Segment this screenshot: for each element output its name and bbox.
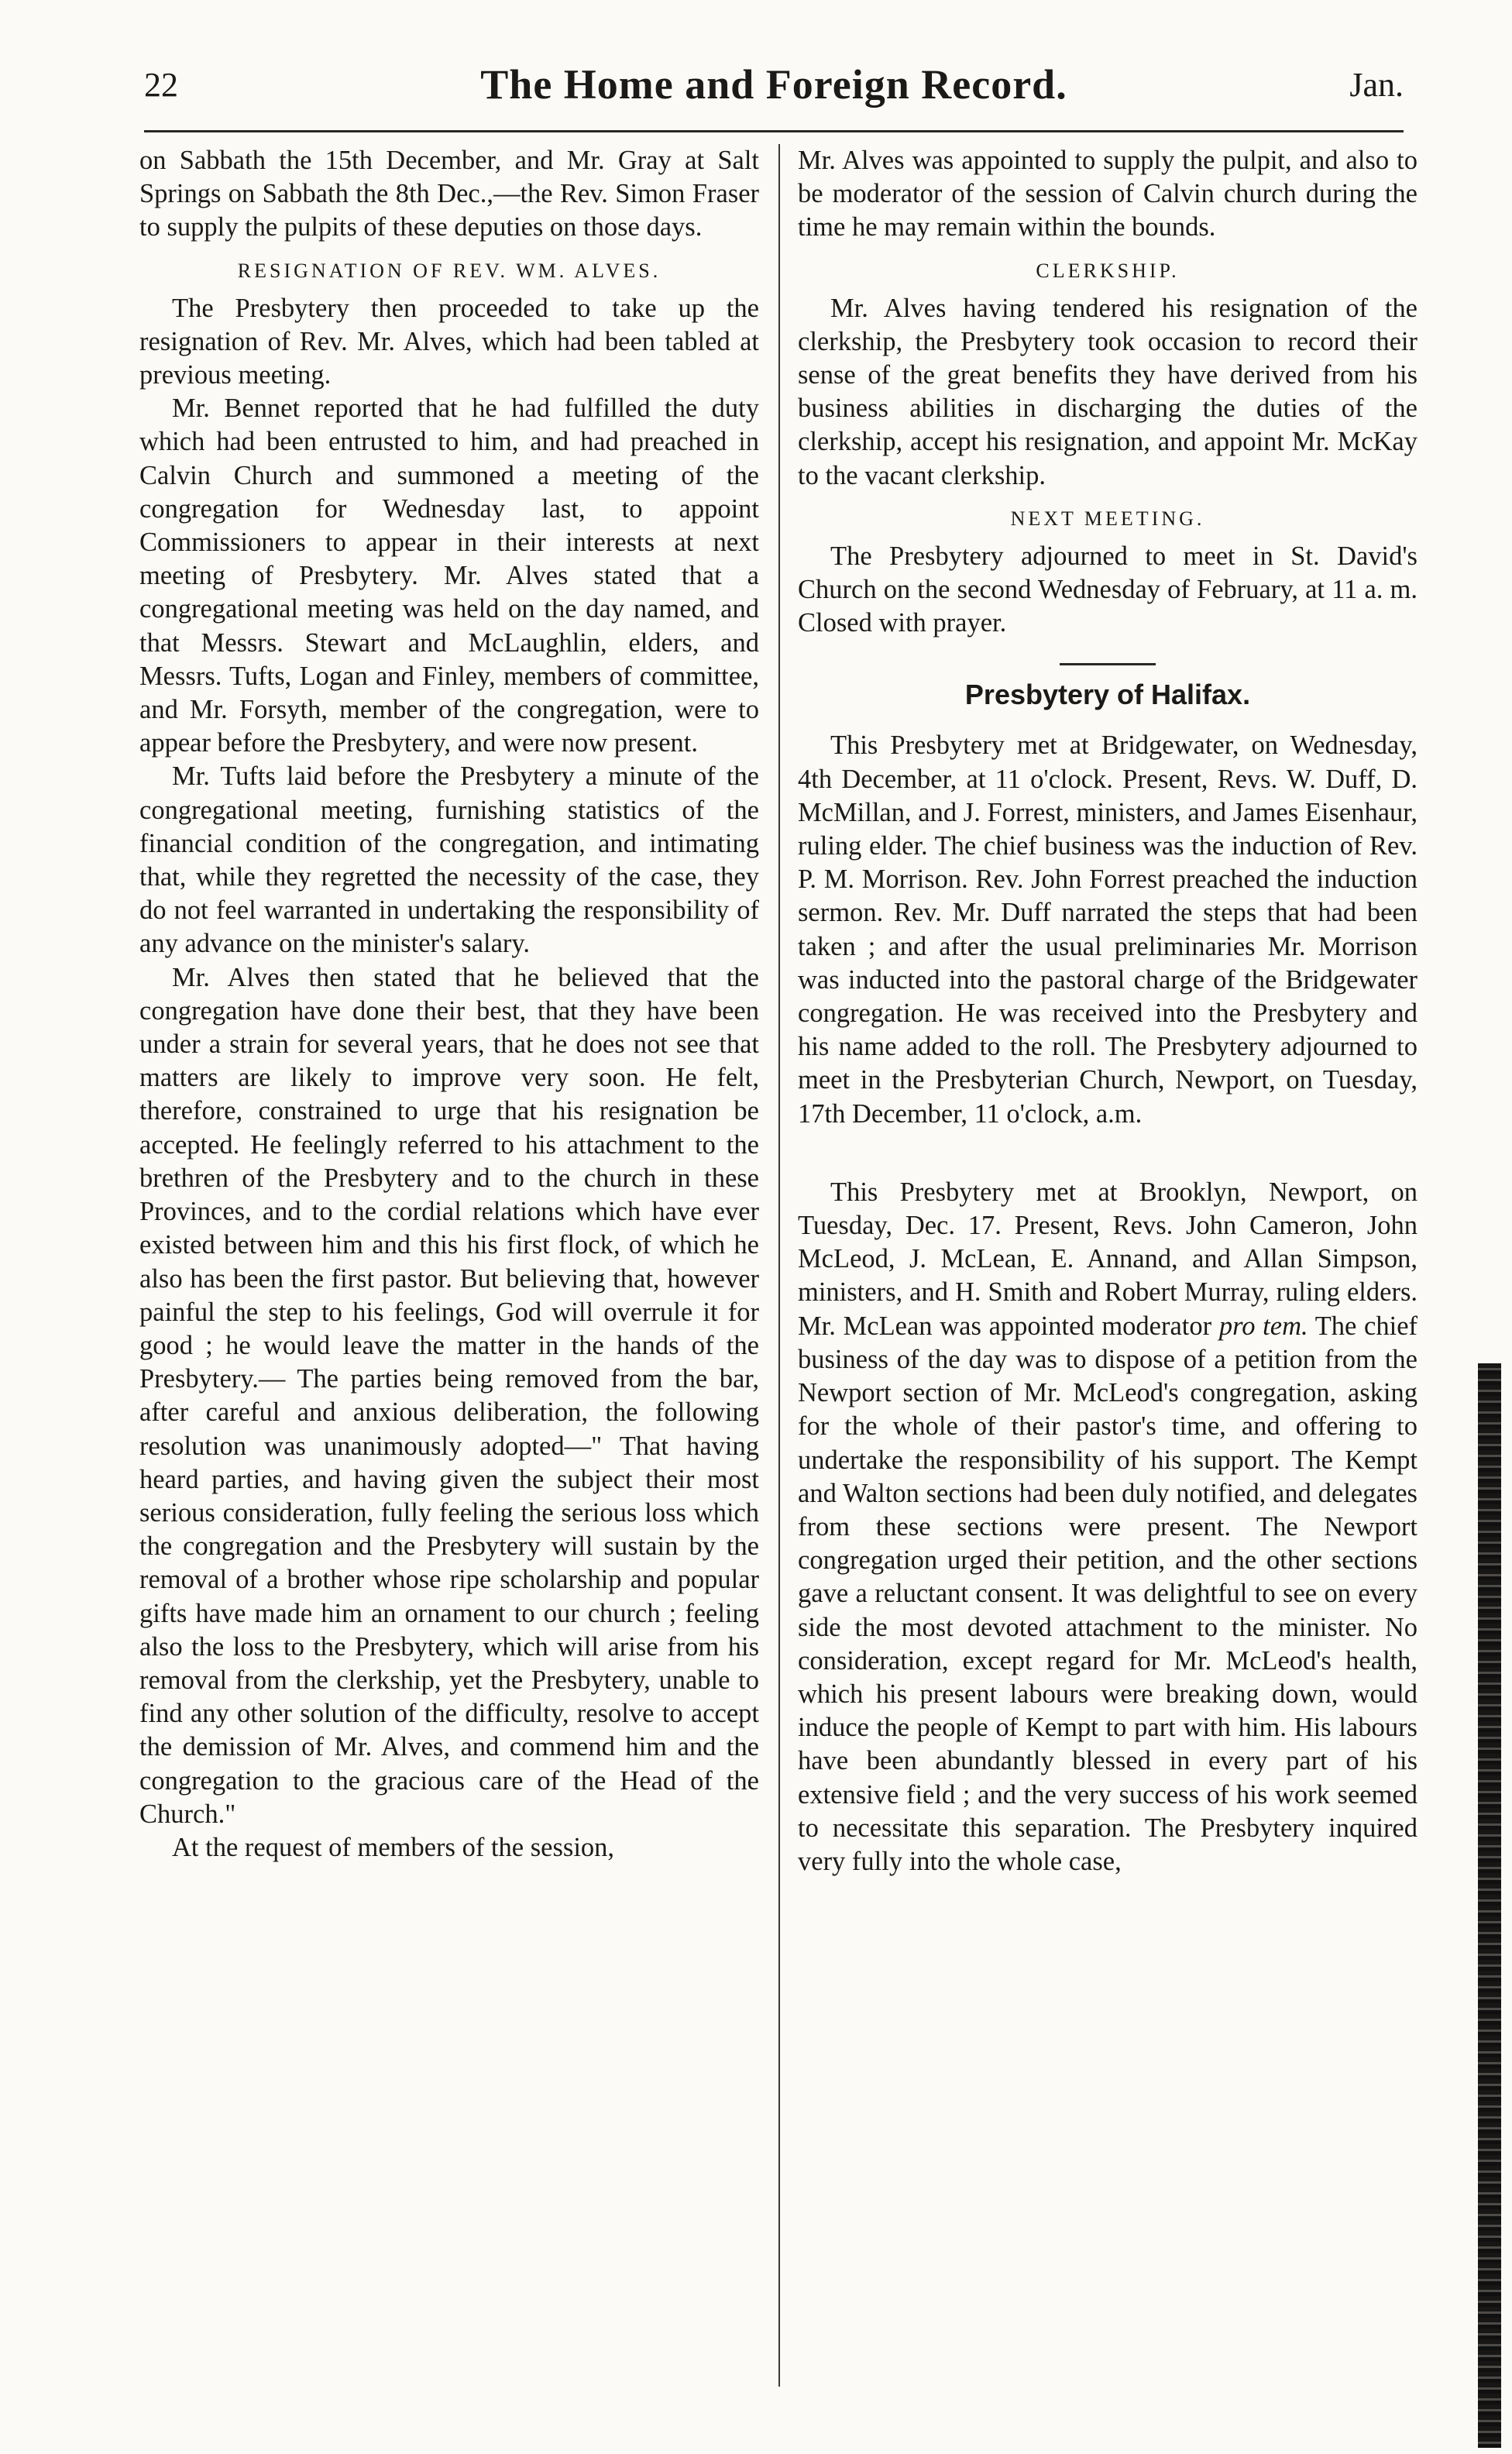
resignation-heading: RESIGNATION OF REV. WM. ALVES. xyxy=(237,259,662,282)
next-meeting-heading: NEXT MEETING. xyxy=(1010,507,1205,530)
resignation-paragraph-5: At the request of members of the session, xyxy=(172,1832,615,1862)
halifax-section-title: Presbytery of Halifax. xyxy=(964,679,1251,711)
scan-edge-strip xyxy=(1478,1363,1501,2448)
journal-title: The Home and Foreign Record. xyxy=(480,61,1067,108)
continuation-paragraph: Mr. Alves was appointed to supply the pulpit, and also to be moderator of the session of Calvin church during the time he may remain within the bounds. xyxy=(798,146,1418,242)
newport-text-end: The chief business of the day was to dispose of a petition from the Newport section of Mr. McLeod's congregation, asking for the whole of their pastor's time, and offering to undertake the responsibility of his support. The Kempt and Walton sections had been duly notified, and delegates from these sections were present. The Newport congregation urged their petition, and the other sections gave a reluctant consent. It was delightful to see on every side the most devoted attachment to the minister. No consideration, except regard for Mr. McLeod's health, which his present labours were breaking down, would induce the people of Kempt to part with him. His labours have been abundantly blessed in every part of his extensive field ; and the very success of his work seemed to necessitate this separation. The Presbytery inquired very fully into the whole case, xyxy=(798,1311,1418,1876)
column-divider xyxy=(778,144,780,2387)
intro-paragraph: on Sabbath the 15th December, and Mr. Gray at Salt Springs on Sabbath the 8th Dec.,—the Rev. Simon Fraser to supply the pulpits of these deputies on those days. xyxy=(139,146,759,242)
next-meeting-paragraph: The Presbytery adjourned to meet in St. David's Church on the second Wednesday of February, at 11 a. m. Closed with prayer. xyxy=(798,541,1418,638)
newport-text-start: This Presbytery met at Brooklyn, Newport, on Tuesday, Dec. 17. Present, Revs. John Cameron, John McLeod, J. McLean, E. Annand, and Allan Simpson, ministers, and H. Smith and Robert Murray, ruling elders. Mr. McLean was appointed moderator xyxy=(798,1177,1418,1341)
left-column xyxy=(139,144,759,1865)
issue-month: Jan. xyxy=(1349,66,1404,104)
halifax-paragraph: This Presbytery met at Bridgewater, on Wednesday, 4th December, at 11 o'clock. Present, Revs. W. Duff, D. McMillan, and J. Forrest, ministers, and James Eisenhaur, ruling elder. The chief business was the induction of Rev. P. M. Morrison. Rev. John Forrest preached the induction sermon. Rev. Mr. Duff narrated the steps that had been taken ; and after the usual preliminaries Mr. Morrison was inducted into the pastoral charge of the Bridgewater congregation. He was received into the Presbytery and his name added to the roll. The Presbytery adjourned to meet in the Presbyterian Church, Newport, on Tuesday, 17th December, 11 o'clock, a.m. xyxy=(798,730,1418,1129)
resignation-paragraph-3: Mr. Tufts laid before the Presbytery a minute of the congregational meeting, furnishing statistics of the financial condition of the congregation, and intimating that, while they regretted the necessity of the case, they do not feel warranted in undertaking the responsibility of any advance on the minister's salary. xyxy=(139,761,759,959)
resignation-paragraph-1: The Presbytery then proceeded to take up the resignation of Rev. Mr. Alves, which had been tabled at previous meeting. xyxy=(139,293,759,390)
pro-tem-italic: pro tem. xyxy=(1218,1311,1308,1341)
running-head xyxy=(144,61,1404,119)
resignation-paragraph-4: Mr. Alves then stated that he believed that the congregation have done their best, that they have been under a strain for several years, that he does not see that matters are likely to improve very soon. He felt, therefore, constrained to urge that his resignation be accepted. He feelingly referred to his attachment to the brethren of the Presbytery and to the church in these Provinces, and to the cordial relations which have ever existed between him and this his first flock, of which he also has been the first pastor. But believing that, however painful the step to his feelings, God will overrule it for good ; he would leave the matter in the hands of the Presbytery.— The parties being removed from the bar, after careful and anxious deliberation, the following resolution was unanimously adopted—" That having heard parties, and having given the subject their most serious consideration, fully feeling the serious loss which the congregation and the Presbytery will sustain by the removal of a brother whose ripe scholarship and popular gifts have made him an ornament to our church ; feeling also the loss to the Presbytery, which will arise from his removal from the clerkship, yet the Presbytery, unable to find any other solution of the difficulty, resolve to accept the demission of Mr. Alves, and commend him and the congregation to the gracious care of the Head of the Church." xyxy=(139,962,759,1829)
resignation-paragraph-2: Mr. Bennet reported that he had fulfilled the duty which had been entrusted to him, and had preached in Calvin Church and summoned a meeting of the congregation for Wednesday last, to appoint Commissioners to appear in their interests at next meeting of Presbytery. Mr. Alves stated that a congregational meeting was held on the day named, and that Messrs. Stewart and McLaughlin, elders, and Messrs. Tufts, Logan and Finley, members of committee, and Mr. Forsyth, member of the congregation, were to appear before the Presbytery, and were now present. xyxy=(139,394,759,758)
page-number: 22 xyxy=(144,66,178,104)
header-rule xyxy=(144,130,1404,132)
clerkship-heading: CLERKSHIP. xyxy=(1036,259,1180,282)
clerkship-paragraph: Mr. Alves having tendered his resignation of the clerkship, the Presbytery took occasion to record their sense of the great benefits they have derived from his business abilities in discharging the duties of the clerkship, accept his resignation, and appoint Mr. McKay to the vacant clerkship. xyxy=(798,293,1418,490)
newport-paragraph xyxy=(798,1176,1418,1878)
section-rule xyxy=(1060,663,1156,665)
section-gap xyxy=(798,1131,1418,1176)
right-column xyxy=(798,144,1418,1878)
